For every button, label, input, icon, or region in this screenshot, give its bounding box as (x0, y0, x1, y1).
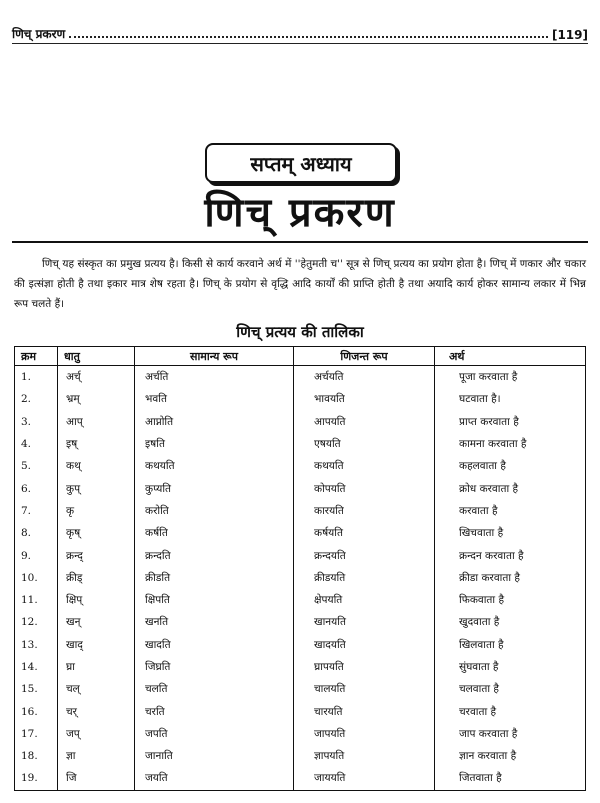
table-row (15, 411, 586, 433)
meaning-cell: फिकवाता है (435, 589, 586, 611)
root-cell: क्षिप् (58, 589, 135, 611)
column-header-causative-form: णिजन्त रूप (294, 347, 435, 366)
table-row (15, 767, 586, 790)
chapter-title: णिच् प्रकरण (204, 190, 396, 236)
serial-cell: 4. (21, 438, 32, 451)
general-form-cell: जयति (135, 767, 294, 790)
causative-form-cell: कारयति (294, 500, 435, 522)
general-form-cell: इषति (135, 433, 294, 455)
general-form-cell: अर्चति (135, 366, 294, 389)
meaning-cell: सुंघवाता है (435, 656, 586, 678)
chapter-label-box (205, 143, 397, 183)
serial-cell: 3. (21, 415, 32, 428)
causative-form-cell: कथयति (294, 455, 435, 477)
serial-cell: 15. (21, 683, 38, 696)
general-form-cell: चरति (135, 700, 294, 722)
page-number: [119] (551, 28, 588, 42)
table-row (15, 611, 586, 633)
causative-form-cell: जापयति (294, 723, 435, 745)
meaning-cell: करवाता है (435, 500, 586, 522)
root-cell: ज्ञा (58, 745, 135, 767)
root-cell: कृष् (58, 522, 135, 544)
table-row (15, 634, 586, 656)
general-form-cell: कुप्यति (135, 477, 294, 499)
column-header-serial: क्रम (15, 347, 58, 366)
table-row (15, 500, 586, 522)
causative-form-cell: कोपयति (294, 477, 435, 499)
table-row (15, 745, 586, 767)
root-cell: इष् (58, 433, 135, 455)
nich-table (14, 346, 586, 791)
causative-form-cell: खानयति (294, 611, 435, 633)
table-caption: णिच् प्रत्यय की तालिका (236, 323, 364, 341)
table-row (15, 544, 586, 566)
table-row (15, 366, 586, 389)
causative-form-cell: चालयति (294, 678, 435, 700)
causative-form-cell: क्रन्दयति (294, 544, 435, 566)
root-cell: जप् (58, 723, 135, 745)
causative-form-cell: अर्चयति (294, 366, 435, 389)
serial-cell: 2. (21, 393, 32, 406)
meaning-cell: क्रोध करवाता है (435, 477, 586, 499)
meaning-cell: खुदवाता है (435, 611, 586, 633)
root-cell: अर्च् (58, 366, 135, 389)
general-form-cell: खनति (135, 611, 294, 633)
meaning-cell: क्रीडा करवाता है (435, 567, 586, 589)
table-row (15, 567, 586, 589)
serial-cell: 7. (21, 504, 32, 517)
causative-form-cell: ज्ञापयति (294, 745, 435, 767)
causative-form-cell: आपयति (294, 411, 435, 433)
general-form-cell: करोति (135, 500, 294, 522)
meaning-cell: चरवाता है (435, 700, 586, 722)
table-row (15, 477, 586, 499)
table-body (15, 366, 586, 791)
table-row (15, 678, 586, 700)
table-row (15, 700, 586, 722)
root-cell: आप् (58, 411, 135, 433)
column-header-root: धातु (58, 347, 135, 366)
root-cell: चल् (58, 678, 135, 700)
root-cell: जि (58, 767, 135, 790)
header-rule (12, 43, 588, 44)
general-form-cell: खादति (135, 634, 294, 656)
serial-cell: 9. (21, 549, 32, 562)
meaning-cell: चलवाता है (435, 678, 586, 700)
meaning-cell: घटवाता है। (435, 388, 586, 410)
table-row (15, 433, 586, 455)
serial-cell: 8. (21, 527, 32, 540)
serial-cell: 12. (21, 616, 38, 629)
general-form-cell: क्रन्दति (135, 544, 294, 566)
table-header-row (15, 347, 586, 366)
general-form-cell: कर्षति (135, 522, 294, 544)
meaning-cell: क्रन्दन करवाता है (435, 544, 586, 566)
table-row (15, 522, 586, 544)
causative-form-cell: जाययति (294, 767, 435, 790)
column-header-meaning: अर्थ (435, 347, 586, 366)
meaning-cell: खिचवाता है (435, 522, 586, 544)
intro-paragraph: णिच् यह संस्कृत का प्रमुख प्रत्यय है। किसी से कार्य करवाने अर्थ में ''हेतुमती च'' सूत्र से णिच् प्रत्यय का प्रयोग होता है। णिच् में णकार और चकार की इत्संज्ञा होती है तथा इकार मात्र शेष रहता है। णिच् के प्रयोग से वृद्धि आदि कार्यों की प्राप्ति होती है तथा अयादि कार्य होकर सामान्य लकार में भिन्न रूप चलते हैं। (14, 258, 586, 310)
meaning-cell: जाप करवाता है (435, 723, 586, 745)
general-form-cell: जानाति (135, 745, 294, 767)
running-header-title: णिच् प्रकरण (12, 27, 66, 41)
serial-cell: 10. (21, 571, 38, 584)
general-form-cell: जपति (135, 723, 294, 745)
table-row (15, 723, 586, 745)
general-form-cell: क्रीडति (135, 567, 294, 589)
table-row (15, 455, 586, 477)
general-form-cell: चलति (135, 678, 294, 700)
meaning-cell: प्राप्त करवाता है (435, 411, 586, 433)
root-cell: भ्रम् (58, 388, 135, 410)
general-form-cell: भवति (135, 388, 294, 410)
general-form-cell: क्षिपति (135, 589, 294, 611)
serial-cell: 6. (21, 482, 32, 495)
meaning-cell: ज्ञान करवाता है (435, 745, 586, 767)
causative-form-cell: क्षेपयति (294, 589, 435, 611)
root-cell: क्रन्द् (58, 544, 135, 566)
serial-cell: 16. (21, 705, 38, 718)
root-cell: क्रीड् (58, 567, 135, 589)
general-form-cell: कथयति (135, 455, 294, 477)
running-header (12, 22, 588, 42)
root-cell: खन् (58, 611, 135, 633)
general-form-cell: आप्नोति (135, 411, 294, 433)
root-cell: घ्रा (58, 656, 135, 678)
table-row (15, 589, 586, 611)
causative-form-cell: कर्षयति (294, 522, 435, 544)
meaning-cell: कामना करवाता है (435, 433, 586, 455)
table-row (15, 656, 586, 678)
chapter-label: सप्तम् अध्याय (250, 151, 352, 176)
serial-cell: 1. (21, 371, 32, 384)
serial-cell: 18. (21, 750, 38, 763)
causative-form-cell: घ्रापयति (294, 656, 435, 678)
general-form-cell: जिघ्रति (135, 656, 294, 678)
serial-cell: 11. (21, 594, 38, 607)
meaning-cell: पूजा करवाता है (435, 366, 586, 389)
meaning-cell: जितवाता है (435, 767, 586, 790)
causative-form-cell: खादयति (294, 634, 435, 656)
serial-cell: 19. (21, 772, 38, 785)
root-cell: कृ (58, 500, 135, 522)
serial-cell: 14. (21, 661, 38, 673)
causative-form-cell: चारयति (294, 700, 435, 722)
root-cell: कथ् (58, 455, 135, 477)
causative-form-cell: क्रीडयति (294, 567, 435, 589)
column-header-general-form: सामान्य रूप (135, 347, 294, 366)
causative-form-cell: भावयति (294, 388, 435, 410)
meaning-cell: कहलवाता है (435, 455, 586, 477)
serial-cell: 17. (21, 727, 38, 740)
table-row (15, 388, 586, 410)
serial-cell: 5. (21, 460, 32, 473)
header-dot-leader (69, 36, 548, 38)
root-cell: कुप् (58, 477, 135, 499)
title-rule (12, 241, 588, 243)
meaning-cell: खिलवाता है (435, 634, 586, 656)
causative-form-cell: एषयति (294, 433, 435, 455)
serial-cell: 13. (21, 638, 38, 651)
root-cell: खाद् (58, 634, 135, 656)
root-cell: चर् (58, 700, 135, 722)
